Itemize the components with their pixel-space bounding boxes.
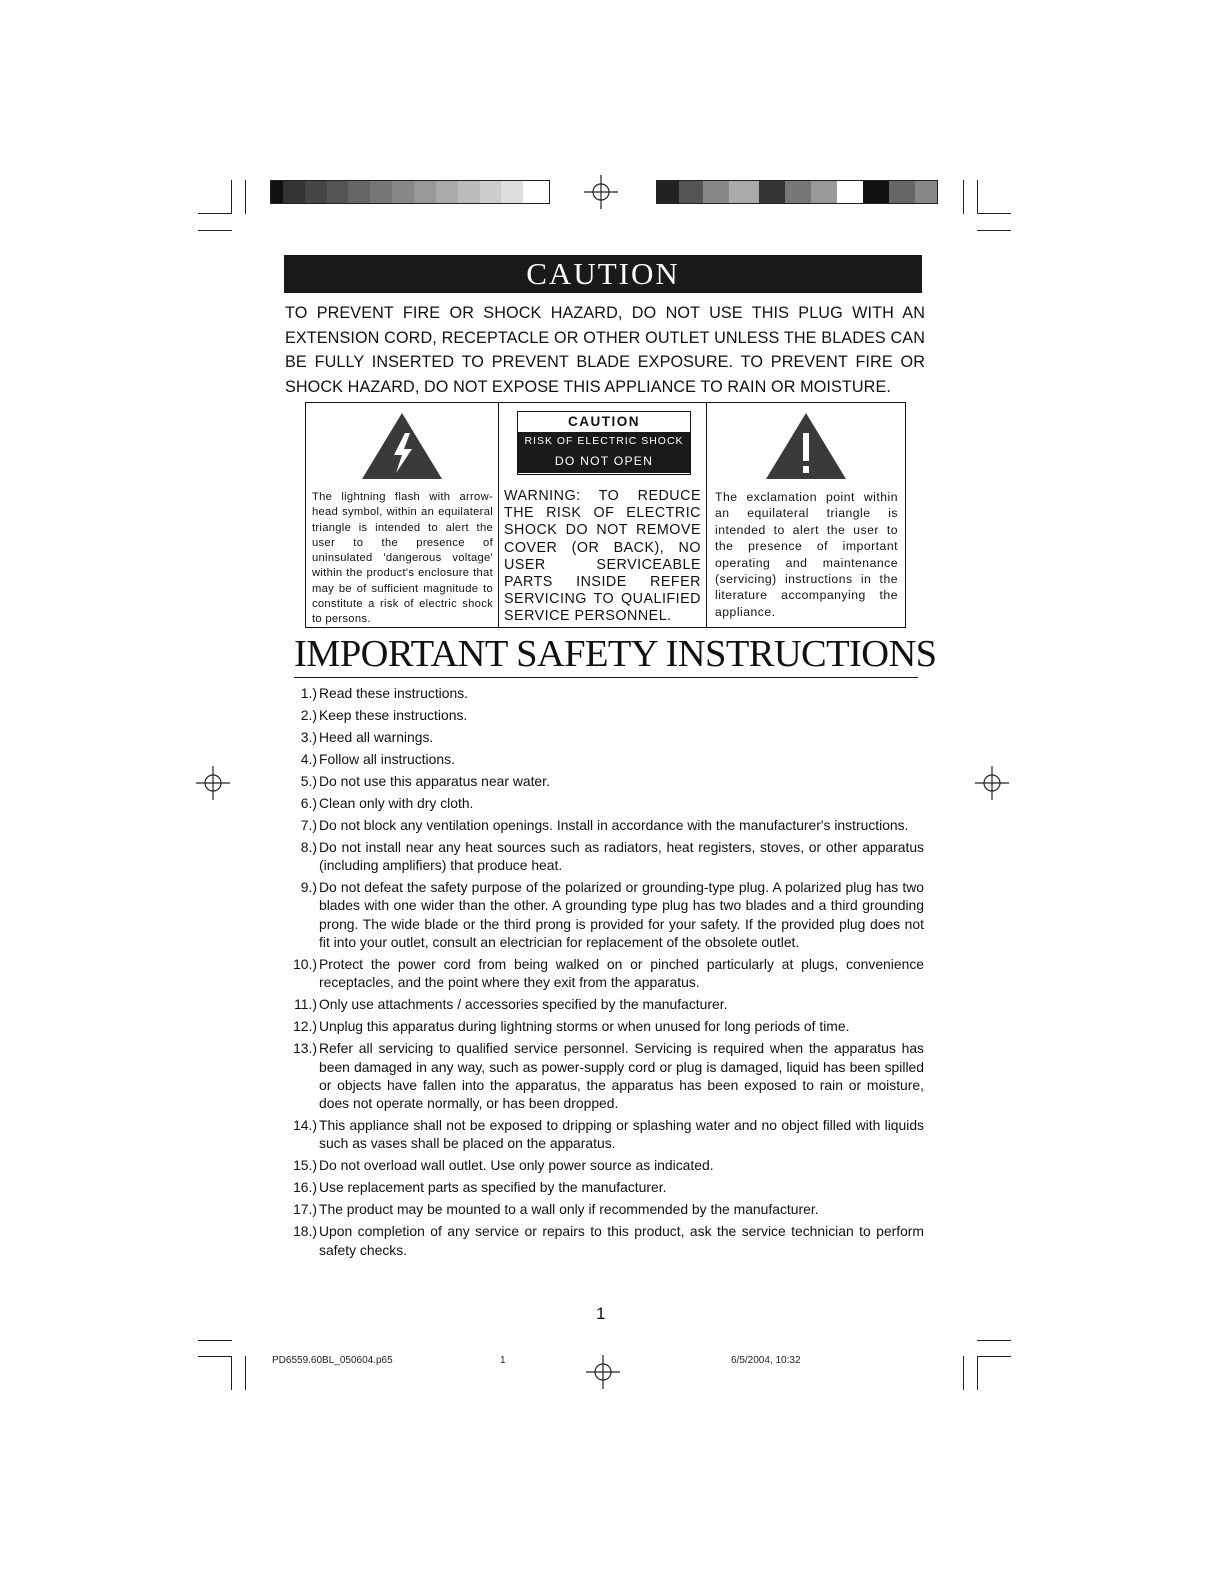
label-caution-heading: CAUTION bbox=[568, 414, 640, 429]
warning-column bbox=[499, 403, 707, 627]
page-number: 1 bbox=[596, 1304, 606, 1323]
caution-text: TO PREVENT FIRE OR SHOCK HAZARD, DO NOT USE THIS PLUG WITH AN EXTENSION CORD, RECEPTACLE OR OTHER OUTLET UNLESS THE BLADES CAN BE FULLY INSERTED TO PREVENT BLADE EXPOSURE. TO PREVENT FIRE OR SHOCK HAZARD, DO NOT EXPOSE THIS APPLIANCE TO RAIN OR MOISTURE. bbox=[285, 304, 925, 396]
item-number: 10.) bbox=[293, 956, 317, 973]
item-text: Only use attachments / accessories specified by the manufacturer. bbox=[319, 996, 728, 1013]
item-number: 13.) bbox=[293, 1040, 317, 1057]
item-text: Clean only with dry cloth. bbox=[319, 794, 474, 811]
item-number: 8.) bbox=[300, 838, 317, 855]
list-item bbox=[286, 706, 924, 724]
list-item bbox=[286, 728, 924, 746]
item-number: 11.) bbox=[294, 996, 317, 1013]
safety-title: IMPORTANT SAFETY INSTRUCTIONS bbox=[294, 631, 918, 678]
footer-page: 1 bbox=[500, 1355, 506, 1366]
item-text: Heed all warnings. bbox=[319, 728, 434, 745]
crop-mark bbox=[231, 1356, 232, 1390]
list-item bbox=[286, 1039, 924, 1112]
list-item bbox=[286, 816, 924, 834]
list-item bbox=[286, 750, 924, 768]
label-risk-line: RISK OF ELECTRIC SHOCK bbox=[518, 432, 690, 451]
list-item bbox=[286, 1200, 924, 1218]
lightning-warning-icon bbox=[360, 411, 444, 481]
symbol-table bbox=[305, 402, 906, 628]
lightning-column bbox=[306, 403, 499, 627]
item-text: Do not install near any heat sources such as radiators, heat registers, stoves, or other apparatus (including amplifiers) that produce heat. bbox=[319, 838, 924, 874]
crop-mark bbox=[245, 180, 246, 214]
list-item bbox=[286, 878, 924, 951]
item-text: Use replacement parts as specified by the manufacturer. bbox=[319, 1179, 667, 1196]
footer-date: 6/5/2004, 10:32 bbox=[731, 1355, 801, 1366]
warning-description: WARNING: TO REDUCE THE RISK OF ELECTRIC SHOCK DO NOT REMOVE COVER (OR BACK), NO USER SERVICEABLE PARTS INSIDE REFER SERVICING TO QUALIFIED SERVICE PERSONNEL. bbox=[504, 488, 701, 625]
list-item bbox=[286, 838, 924, 875]
list-item bbox=[286, 1178, 924, 1196]
list-item bbox=[286, 1156, 924, 1174]
item-text: Do not block any ventilation openings. Install in accordance with the manufacturer's instructions. bbox=[319, 816, 909, 833]
crop-mark bbox=[977, 213, 1011, 214]
list-item bbox=[286, 794, 924, 812]
crop-mark bbox=[977, 1356, 1011, 1357]
crop-mark bbox=[198, 230, 232, 231]
item-text: Refer all servicing to qualified service personnel. Servicing is required when the apparatus has been damaged in any way, such as power-supply cord or plug is damaged, liquid has been spilled or objects have fallen into the apparatus, the apparatus has been exposed to rain or moisture, does not operate normally, or has been dropped. bbox=[319, 1040, 924, 1112]
crop-mark bbox=[977, 230, 1011, 231]
item-text: Unplug this apparatus during lightning storms or when unused for long periods of time. bbox=[319, 1018, 850, 1035]
list-item bbox=[286, 772, 924, 790]
registration-crosshair-icon bbox=[975, 766, 1009, 800]
crop-mark bbox=[977, 1340, 1011, 1341]
crop-mark bbox=[198, 1356, 232, 1357]
list-item bbox=[286, 955, 924, 992]
item-number: 4.) bbox=[300, 750, 317, 767]
item-number: 7.) bbox=[300, 816, 317, 833]
registration-crosshair-icon bbox=[584, 175, 618, 209]
exclamation-column bbox=[707, 403, 904, 627]
crop-mark bbox=[231, 180, 232, 214]
crop-mark bbox=[963, 1356, 964, 1390]
crop-mark bbox=[198, 1340, 232, 1341]
item-number: 3.) bbox=[300, 728, 317, 745]
item-text: Do not defeat the safety purpose of the polarized or grounding-type plug. A polarized plug has two blades with one wider than the other. A grounding type plug has two blades and a third grounding prong. The wide blade or the third prong is provided for your safety. If the provided plug does not fit into your outlet, consult an electrician for replacement of the obsolete outlet. bbox=[319, 879, 924, 951]
list-item bbox=[286, 1116, 924, 1153]
safety-instructions-list bbox=[286, 684, 924, 1263]
color-bar-right bbox=[656, 180, 938, 204]
item-text: Upon completion of any service or repairs to this product, ask the service technician to perform safety checks. bbox=[319, 1223, 924, 1258]
item-number: 18.) bbox=[293, 1223, 317, 1240]
crop-mark bbox=[963, 180, 964, 214]
registration-crosshair-icon bbox=[586, 1355, 620, 1389]
list-item bbox=[286, 1222, 924, 1259]
color-bar-left bbox=[270, 180, 550, 204]
item-number: 17.) bbox=[293, 1201, 317, 1218]
item-number: 16.) bbox=[293, 1179, 317, 1196]
item-number: 14.) bbox=[293, 1117, 317, 1134]
item-number: 5.) bbox=[300, 772, 317, 789]
item-number: 6.) bbox=[300, 794, 317, 811]
crop-mark bbox=[977, 1356, 978, 1390]
item-text: Do not use this apparatus near water. bbox=[319, 772, 550, 789]
item-number: 2.) bbox=[300, 706, 317, 723]
caution-label bbox=[517, 411, 691, 475]
label-open-line: DO NOT OPEN bbox=[518, 451, 690, 473]
exclamation-description: The exclamation point within an equilateral triangle is intended to alert the user to the presence of important operating and maintenance (servicing) instructions in the literature accompanying the appliance. bbox=[715, 490, 898, 619]
item-number: 1.) bbox=[300, 685, 317, 701]
item-text: Follow all instructions. bbox=[319, 750, 455, 767]
item-text: Protect the power cord from being walked on or pinched particularly at plugs, convenience receptacles, and the point where they exit from the apparatus. bbox=[319, 956, 924, 991]
item-number: 9.) bbox=[300, 879, 317, 896]
exclamation-warning-icon bbox=[764, 411, 848, 481]
registration-crosshair-icon bbox=[196, 766, 230, 800]
crop-mark bbox=[977, 180, 978, 214]
item-text: The product may be mounted to a wall only if recommended by the manufacturer. bbox=[319, 1201, 819, 1218]
list-item bbox=[286, 684, 924, 702]
list-item bbox=[286, 1017, 924, 1035]
item-number: 15.) bbox=[293, 1157, 317, 1174]
item-number: 12.) bbox=[293, 1018, 317, 1035]
item-text: Keep these instructions. bbox=[319, 706, 468, 723]
caution-banner: CAUTION bbox=[284, 255, 922, 293]
list-item bbox=[286, 995, 924, 1013]
footer-filename: PD6559.60BL_050604.p65 bbox=[272, 1355, 393, 1366]
item-text: Read these instructions. bbox=[319, 685, 469, 701]
item-text: Do not overload wall outlet. Use only power source as indicated. bbox=[319, 1157, 714, 1174]
item-text: This appliance shall not be exposed to dripping or splashing water and no object filled with liquids such as vases shall be placed on the apparatus. bbox=[319, 1117, 924, 1152]
lightning-description: The lightning flash with arrow-head symbol, within an equilateral triangle is intended to alert the user to the presence of uninsulated 'dangerous voltage' within the product's enclosure that may be of sufficient magnitude to constitute a risk of electric shock to persons. bbox=[312, 491, 493, 626]
crop-mark bbox=[198, 213, 232, 214]
crop-mark bbox=[245, 1356, 246, 1390]
